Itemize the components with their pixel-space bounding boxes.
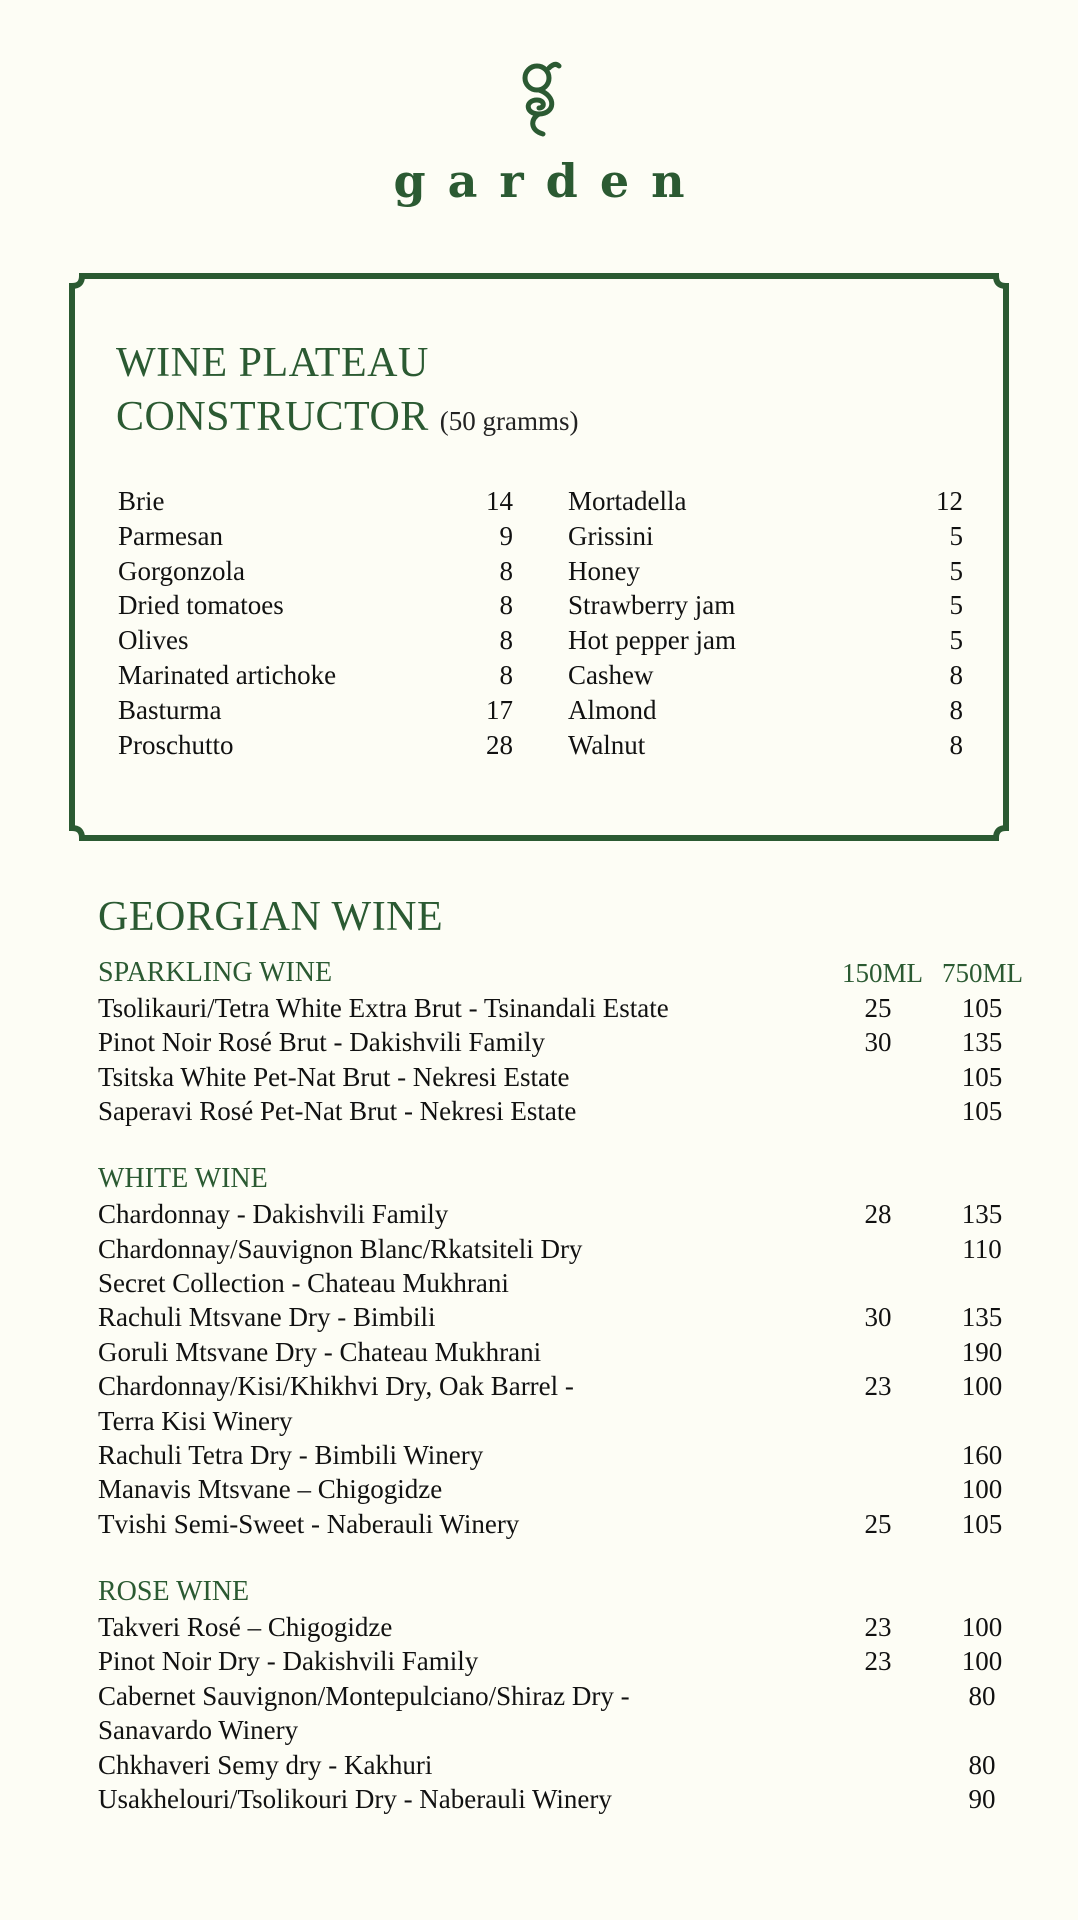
wine-name: Tsolikauri/Tetra White Extra Brut - Tsinandali Estate (98, 992, 669, 1023)
item-price: 17 (486, 694, 513, 725)
plateau-title (116, 336, 579, 448)
wine-sections (98, 956, 1038, 1817)
menu-item (118, 519, 513, 554)
wine-name: Saperavi Rosé Pet-Nat Brut - Nekresi Estate (98, 1096, 577, 1127)
price-750ml: 105 (961, 992, 1003, 1023)
wine-name: Goruli Mtsvane Dry - Chateau Mukhrani (98, 1336, 542, 1367)
wine-row (98, 1197, 1038, 1231)
wine-name: Takveri Rosé – Chigogidze (98, 1612, 393, 1643)
item-name: Brie (118, 486, 165, 516)
item-name: Marinated artichoke (118, 659, 337, 690)
wine-section (98, 1162, 1038, 1541)
item-name: Walnut (568, 729, 646, 760)
item-name: Strawberry jam (568, 590, 736, 621)
wine-row (98, 1060, 1038, 1094)
wine-name: Tsitska White Pet-Nat Brut - Nekresi Estate (98, 1061, 570, 1092)
wine-row (98, 1232, 1038, 1266)
menu-item (118, 658, 513, 693)
wine-name: Chardonnay - Dakishvili Family (98, 1199, 449, 1230)
menu-item (118, 588, 513, 623)
plateau-right-column (568, 484, 963, 762)
item-name: Almond (568, 694, 657, 725)
item-price: 5 (949, 520, 963, 551)
section-title: SPARKLING WINE (98, 957, 333, 988)
wine-name: Chardonnay/Kisi/Khikhvi Dry, Oak Barrel - (98, 1371, 574, 1402)
item-price: 5 (949, 625, 963, 656)
brand-logo (0, 56, 1078, 208)
item-price: 5 (949, 590, 963, 621)
wine-row (98, 1404, 1038, 1438)
wine-name: Secret Collection - Chateau Mukhrani (98, 1268, 509, 1299)
item-price: 12 (936, 486, 963, 516)
item-price: 8 (949, 729, 963, 760)
item-price: 8 (949, 694, 963, 725)
wine-name: Rachuli Tetra Dry - Bimbili Winery (98, 1440, 484, 1471)
price-150ml: 28 (864, 1199, 892, 1230)
menu-item (568, 658, 963, 693)
wine-title: GEORGIAN WINE (98, 894, 444, 940)
item-name: Grissini (568, 520, 654, 551)
wine-row (98, 1472, 1038, 1506)
menu-item (568, 554, 963, 589)
wine-section (98, 956, 1038, 1128)
item-name: Gorgonzola (118, 555, 245, 586)
price-750ml: 80 (968, 1680, 996, 1711)
wine-name: Pinot Noir Rosé Brut - Dakishvili Family (98, 1027, 546, 1058)
wine-row (98, 1782, 1038, 1816)
price-750ml: 100 (961, 1612, 1003, 1643)
price-150ml: 25 (864, 1508, 892, 1539)
wine-row (98, 1610, 1038, 1644)
wine-name: Usakhelouri/Tsolikouri Dry - Naberauli Winery (98, 1784, 612, 1815)
menu-item (568, 728, 963, 763)
price-750ml: 105 (961, 1508, 1003, 1539)
wine-row (98, 1713, 1038, 1747)
wine-name: Tvishi Semi-Sweet - Naberauli Winery (98, 1508, 520, 1539)
wine-row (98, 1748, 1038, 1782)
price-750ml: 100 (961, 1646, 1003, 1677)
price-750ml: 100 (961, 1474, 1003, 1505)
wine-name: Chardonnay/Sauvignon Blanc/Rkatsiteli Dry (98, 1233, 583, 1264)
price-150ml: 30 (864, 1302, 892, 1333)
price-750ml: 100 (961, 1371, 1003, 1402)
wine-row (98, 1644, 1038, 1678)
menu-item (568, 623, 963, 658)
price-150ml: 23 (864, 1371, 892, 1402)
item-price: 8 (499, 555, 513, 586)
item-name: Olives (118, 625, 189, 656)
wine-row (98, 1266, 1038, 1300)
item-price: 8 (499, 625, 513, 656)
price-150ml: 30 (864, 1027, 892, 1058)
menu-item (568, 519, 963, 554)
plateau-card (68, 272, 1010, 842)
item-price: 8 (499, 590, 513, 621)
garden-g-monogram-icon (509, 56, 569, 140)
item-name: Mortadella (568, 486, 687, 516)
menu-item (118, 693, 513, 728)
wine-row (98, 1300, 1038, 1334)
price-750ml: 135 (961, 1302, 1003, 1333)
item-price: 8 (949, 659, 963, 690)
wine-section (98, 1575, 1038, 1816)
price-150ml: 23 (864, 1646, 892, 1677)
price-750ml: 80 (968, 1749, 996, 1780)
plateau-title-line1: WINE PLATEAU (116, 340, 429, 386)
item-price: 8 (499, 659, 513, 690)
price-750ml: 135 (961, 1027, 1003, 1058)
price-750ml: 90 (968, 1784, 996, 1815)
price-750ml: 105 (961, 1096, 1003, 1127)
item-price: 14 (486, 486, 513, 516)
menu-item (118, 484, 513, 519)
column-header-150ml: 150ML (842, 958, 923, 988)
wine-row (98, 1335, 1038, 1369)
wine-row (98, 1094, 1038, 1128)
menu-item (568, 484, 963, 519)
plateau-subtitle: (50 gramms) (439, 406, 579, 436)
wine-row (98, 1679, 1038, 1713)
wine-row (98, 1025, 1038, 1059)
plateau-title-main: CONSTRUCTOR (116, 394, 429, 440)
section-header (98, 1575, 1038, 1610)
price-750ml: 105 (961, 1061, 1003, 1092)
wine-row (98, 1507, 1038, 1541)
item-name: Proschutto (118, 729, 234, 760)
wine-name: Rachuli Mtsvane Dry - Bimbili (98, 1302, 436, 1333)
wine-row (98, 991, 1038, 1025)
menu-item (568, 693, 963, 728)
price-150ml: 23 (864, 1612, 892, 1643)
menu-item (118, 623, 513, 658)
wine-list (98, 890, 1038, 1851)
menu-item (568, 588, 963, 623)
wine-name: Chkhaveri Semy dry - Kakhuri (98, 1749, 433, 1780)
wine-name: Manavis Mtsvane – Chigogidze (98, 1474, 443, 1505)
item-name: Hot pepper jam (568, 625, 736, 656)
section-header (98, 1162, 1038, 1197)
brand-wordmark: garden (393, 154, 707, 208)
item-price: 28 (486, 729, 513, 760)
wine-name: Sanavardo Winery (98, 1715, 299, 1746)
wine-name: Cabernet Sauvignon/Montepulciano/Shiraz Dry - (98, 1680, 630, 1711)
wine-row (98, 1438, 1038, 1472)
item-price: 5 (949, 555, 963, 586)
price-750ml: 160 (961, 1440, 1003, 1471)
plateau-left-column (118, 484, 513, 762)
price-750ml: 190 (961, 1336, 1003, 1367)
item-name: Cashew (568, 659, 654, 690)
menu-item (118, 554, 513, 589)
column-header-750ml: 750ML (942, 958, 1023, 988)
menu-item (118, 728, 513, 763)
section-header (98, 956, 1038, 991)
item-name: Parmesan (118, 520, 223, 551)
item-name: Honey (568, 555, 640, 586)
plateau-title-line2 (116, 390, 579, 448)
wine-row (98, 1369, 1038, 1403)
section-title: WHITE WINE (98, 1163, 268, 1195)
item-price: 9 (499, 520, 513, 551)
wine-name: Pinot Noir Dry - Dakishvili Family (98, 1646, 479, 1677)
item-name: Basturma (118, 694, 222, 725)
wine-name: Terra Kisi Winery (98, 1405, 293, 1436)
price-750ml: 135 (961, 1199, 1003, 1230)
price-150ml: 25 (864, 992, 892, 1023)
item-name: Dried tomatoes (118, 590, 284, 621)
price-750ml: 110 (962, 1233, 1002, 1264)
section-title: ROSE WINE (98, 1576, 250, 1608)
